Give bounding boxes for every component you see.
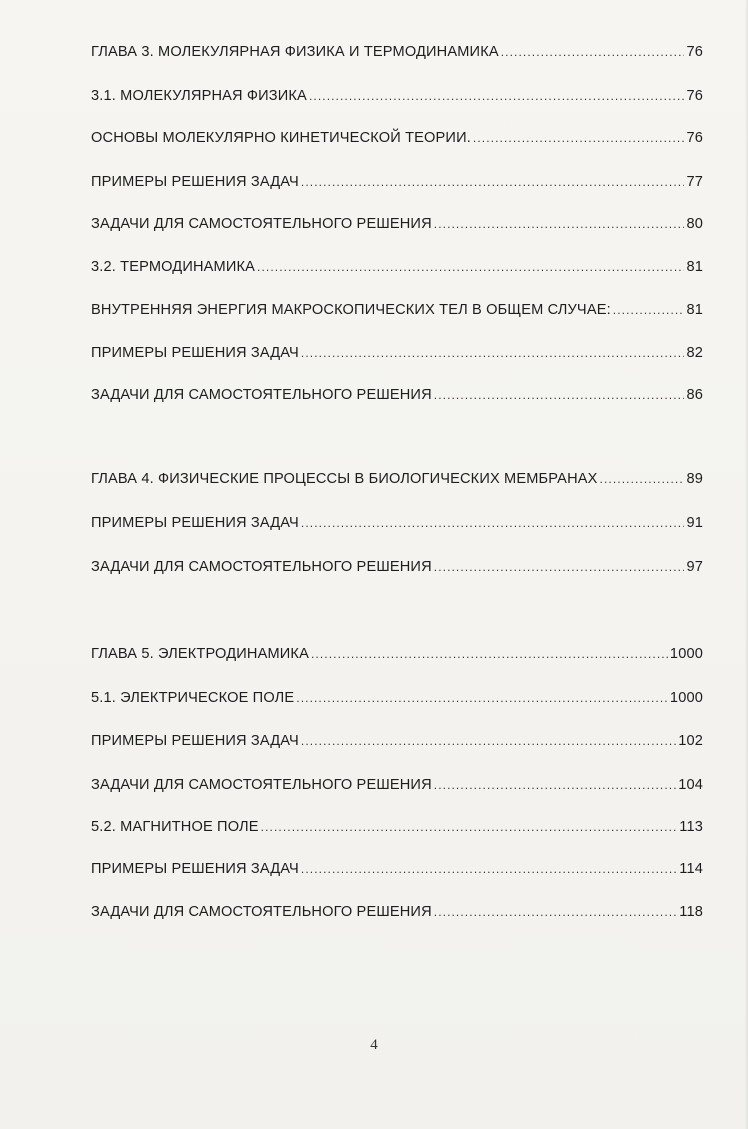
toc-leader-dots	[613, 299, 685, 321]
toc-entry-title: 5.2. МАГНИТНОЕ ПОЛЕ	[91, 819, 259, 835]
toc-entry	[91, 730, 703, 752]
toc-entry-title: 3.1. МОЛЕКУЛЯРНАЯ ФИЗИКА	[91, 88, 307, 104]
toc-entry	[91, 687, 703, 709]
toc-entry	[91, 256, 703, 278]
toc-entry-title: ОСНОВЫ МОЛЕКУЛЯРНО КИНЕТИЧЕСКОЙ ТЕОРИИ.	[91, 130, 471, 146]
toc-leader-dots	[434, 213, 685, 235]
page-number: 4	[370, 1037, 378, 1053]
toc-leader-dots	[501, 41, 685, 63]
toc-entry-title: ПРИМЕРЫ РЕШЕНИЯ ЗАДАЧ	[91, 174, 299, 190]
toc-entry	[91, 556, 703, 578]
toc-entry-title: ЗАДАЧИ ДЛЯ САМОСТОЯТЕЛЬНОГО РЕШЕНИЯ	[91, 387, 432, 403]
toc-entry	[91, 816, 703, 838]
toc-entry	[91, 85, 703, 107]
toc-entry-page: 81	[686, 302, 703, 318]
toc-entry-page: 76	[686, 88, 703, 104]
toc-leader-dots	[301, 342, 685, 364]
toc-leader-dots	[257, 256, 684, 278]
toc-entry-page: 102	[678, 733, 703, 749]
toc-entry-page: 118	[679, 904, 703, 920]
toc-entry	[91, 384, 703, 406]
toc-entry-page: 114	[679, 861, 703, 877]
toc-entry-title: 3.2. ТЕРМОДИНАМИКА	[91, 259, 256, 275]
toc-entry-title: ЗАДАЧИ ДЛЯ САМОСТОЯТЕЛЬНОГО РЕШЕНИЯ	[91, 777, 432, 793]
toc-entry	[91, 901, 703, 923]
toc-entry-title: ЗАДАЧИ ДЛЯ САМОСТОЯТЕЛЬНОГО РЕШЕНИЯ	[91, 904, 432, 920]
toc-entry-title: 5.1. ЭЛЕКТРИЧЕСКОЕ ПОЛЕ	[91, 690, 295, 706]
toc-entry-page: 82	[686, 345, 703, 361]
toc-leader-dots	[301, 171, 685, 193]
toc-entry-page: 104	[678, 777, 703, 793]
toc-entry	[91, 858, 703, 880]
toc-entry-title: ПРИМЕРЫ РЕШЕНИЯ ЗАДАЧ	[91, 861, 299, 877]
toc-entry	[91, 643, 703, 665]
toc-leader-dots	[434, 556, 685, 578]
toc-leader-dots	[434, 774, 676, 796]
toc-entry-title: ГЛАВА 4. ФИЗИЧЕСКИЕ ПРОЦЕССЫ В БИОЛОГИЧЕСКИХ МЕМБРАНАХ	[91, 471, 598, 487]
toc-entry-title: ВНУТРЕННЯЯ ЭНЕРГИЯ МАКРОСКОПИЧЕСКИХ ТЕЛ В ОБЩЕМ СЛУЧАЕ:	[91, 302, 611, 318]
toc-leader-dots	[301, 730, 676, 752]
toc-leader-dots	[434, 384, 685, 406]
toc-entry-title: ГЛАВА 5. ЭЛЕКТРОДИНАМИКА	[91, 646, 309, 662]
toc-entry-title: ЗАДАЧИ ДЛЯ САМОСТОЯТЕЛЬНОГО РЕШЕНИЯ	[91, 216, 432, 232]
toc-entry-page: 113	[679, 819, 703, 835]
toc-entry	[91, 342, 703, 364]
toc-leader-dots	[434, 901, 678, 923]
toc-leader-dots	[309, 85, 685, 107]
toc-entry	[91, 41, 703, 63]
toc-entry-page: 1000	[669, 690, 703, 706]
toc-entry-page: 91	[686, 515, 703, 531]
toc-leader-dots	[473, 127, 685, 149]
toc-entry	[91, 299, 703, 321]
toc-entry-page: 76	[686, 130, 703, 146]
toc-entry	[91, 512, 703, 534]
toc-entry	[91, 774, 703, 796]
toc-entry-page: 76	[686, 44, 703, 60]
toc-entry-title: ПРИМЕРЫ РЕШЕНИЯ ЗАДАЧ	[91, 515, 299, 531]
toc-leader-dots	[301, 858, 677, 880]
toc-entry	[91, 127, 703, 149]
toc-entry-page: 86	[686, 387, 703, 403]
toc-entry-title: ГЛАВА 3. МОЛЕКУЛЯРНАЯ ФИЗИКА И ТЕРМОДИНАМИКА	[91, 44, 499, 60]
toc-entry-page: 81	[686, 259, 703, 275]
toc-entry-page: 1000	[669, 646, 703, 662]
toc-entry-page: 97	[686, 559, 703, 575]
toc-leader-dots	[301, 512, 685, 534]
toc-entry	[91, 213, 703, 235]
toc-entry-title: ЗАДАЧИ ДЛЯ САМОСТОЯТЕЛЬНОГО РЕШЕНИЯ	[91, 559, 432, 575]
toc-leader-dots	[261, 816, 678, 838]
toc-entry-title: ПРИМЕРЫ РЕШЕНИЯ ЗАДАЧ	[91, 733, 299, 749]
toc-entry-page: 89	[686, 471, 703, 487]
toc-entry-page: 80	[686, 216, 703, 232]
toc-entry	[91, 468, 703, 490]
toc-leader-dots	[311, 643, 668, 665]
toc-entry-title: ПРИМЕРЫ РЕШЕНИЯ ЗАДАЧ	[91, 345, 299, 361]
toc-leader-dots	[600, 468, 685, 490]
toc-leader-dots	[296, 687, 668, 709]
toc-entry-page: 77	[686, 174, 703, 190]
toc-entry	[91, 171, 703, 193]
